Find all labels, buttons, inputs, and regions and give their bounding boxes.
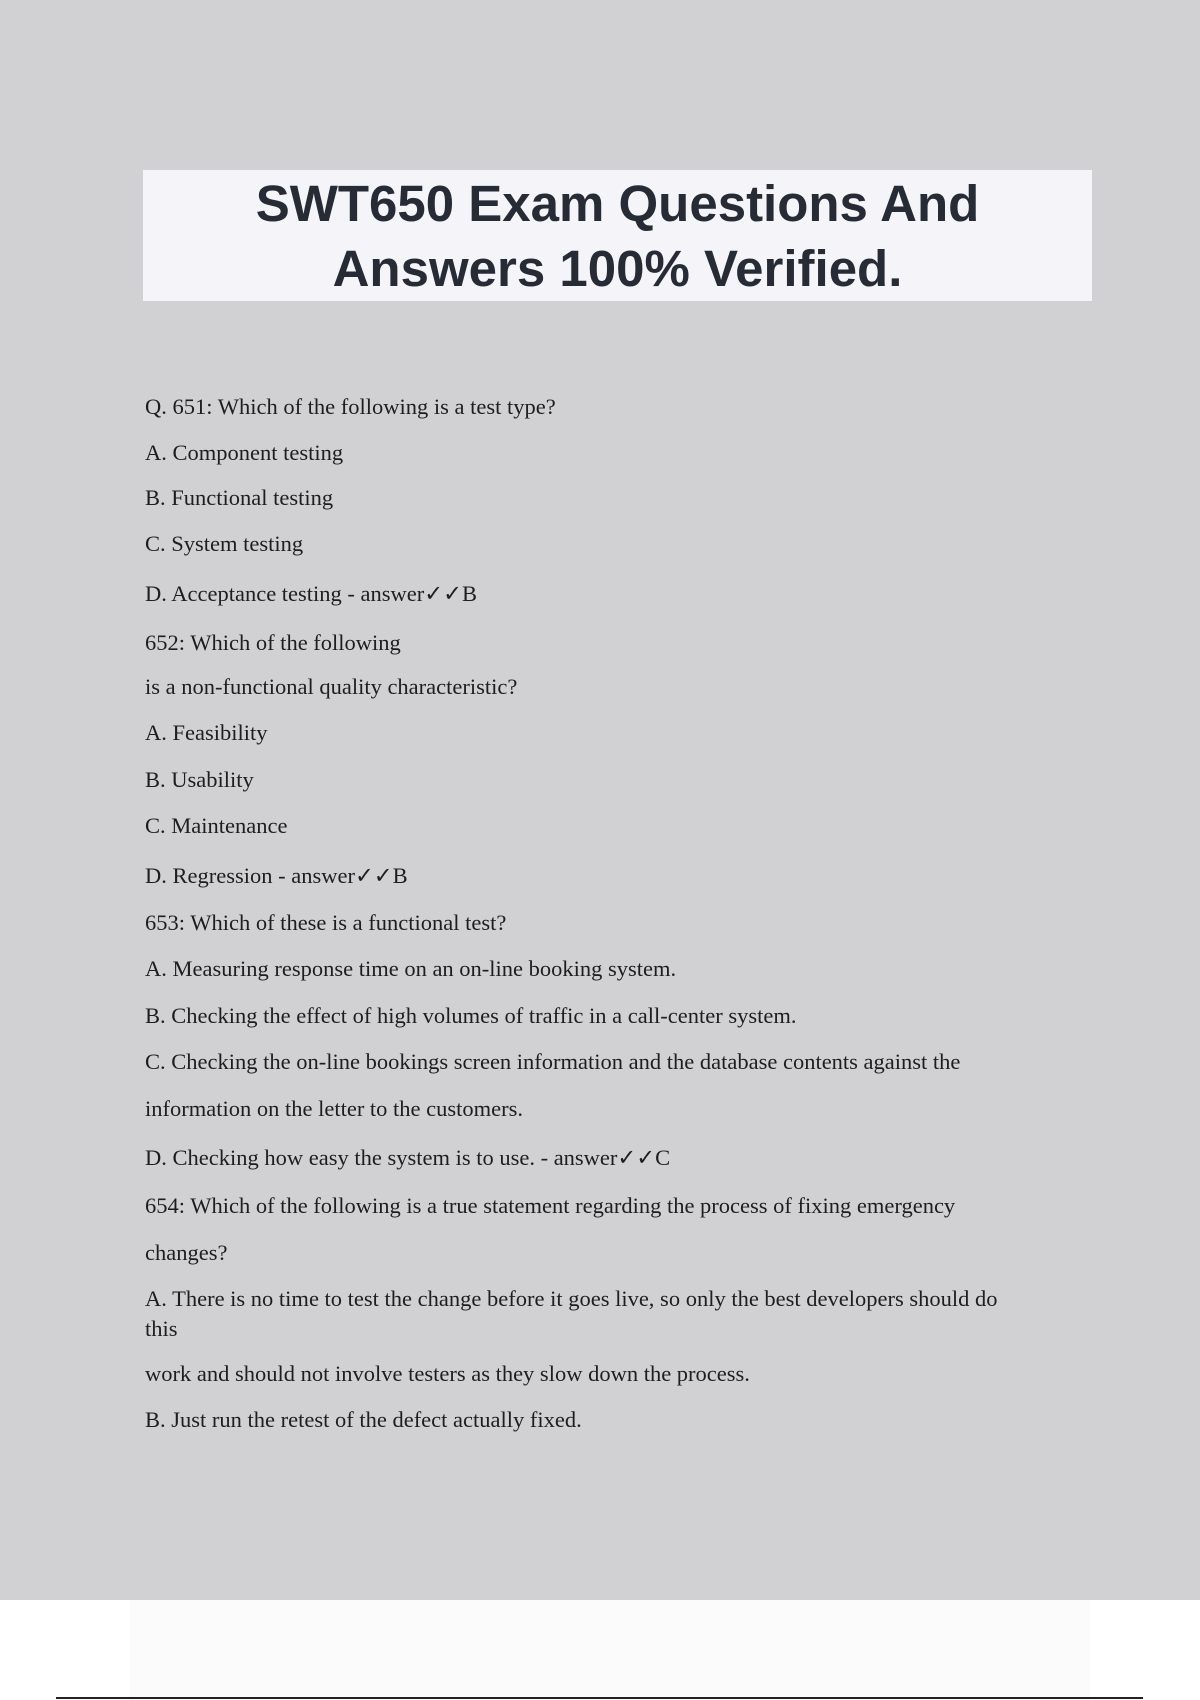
option-line: B. Usability — [145, 767, 254, 792]
option-line: C. Maintenance — [145, 813, 288, 838]
question-651: Q. 651: Which of the following is a test type? — [145, 394, 556, 419]
option-line: B. Checking the effect of high volumes of traffic in a call-center system. — [145, 1003, 797, 1028]
option-line: A. There is no time to test the change before it goes live, so only the best developers should do — [145, 1286, 998, 1311]
question-654: 654: Which of the following is a true statement regarding the process of fixing emergency — [145, 1193, 956, 1218]
document-title-line-1: SWT650 Exam Questions And — [255, 174, 980, 232]
option-line: B. Just run the retest of the defect actually fixed. — [145, 1407, 582, 1432]
question-653: 653: Which of these is a functional test? — [145, 910, 507, 935]
option-line: A. Component testing — [145, 440, 344, 465]
option-line: C. Checking the on-line bookings screen information and the database contents against the — [145, 1049, 961, 1074]
answer-line: D. Checking how easy the system is to use. - answer✓✓C — [145, 1145, 671, 1170]
title-box — [143, 170, 1092, 301]
question-line: is a non-functional quality characteristic? — [145, 674, 518, 699]
option-line: this — [145, 1316, 178, 1341]
question-652: 652: Which of the following — [145, 630, 401, 655]
option-line: B. Functional testing — [145, 485, 334, 510]
footer-panel — [130, 1600, 1090, 1700]
footer-divider — [56, 1697, 1143, 1699]
option-line: C. System testing — [145, 531, 304, 556]
answer-line: D. Regression - answer✓✓B — [145, 863, 408, 888]
option-line: A. Feasibility — [145, 720, 268, 745]
option-line: information on the letter to the customers. — [145, 1096, 524, 1121]
option-line: work and should not involve testers as they slow down the process. — [145, 1361, 750, 1386]
option-line: A. Measuring response time on an on-line booking system. — [145, 956, 677, 981]
question-line: changes? — [145, 1240, 228, 1265]
document-title-line-2: Answers 100% Verified. — [332, 239, 903, 297]
answer-line: D. Acceptance testing - answer✓✓B — [145, 581, 477, 606]
